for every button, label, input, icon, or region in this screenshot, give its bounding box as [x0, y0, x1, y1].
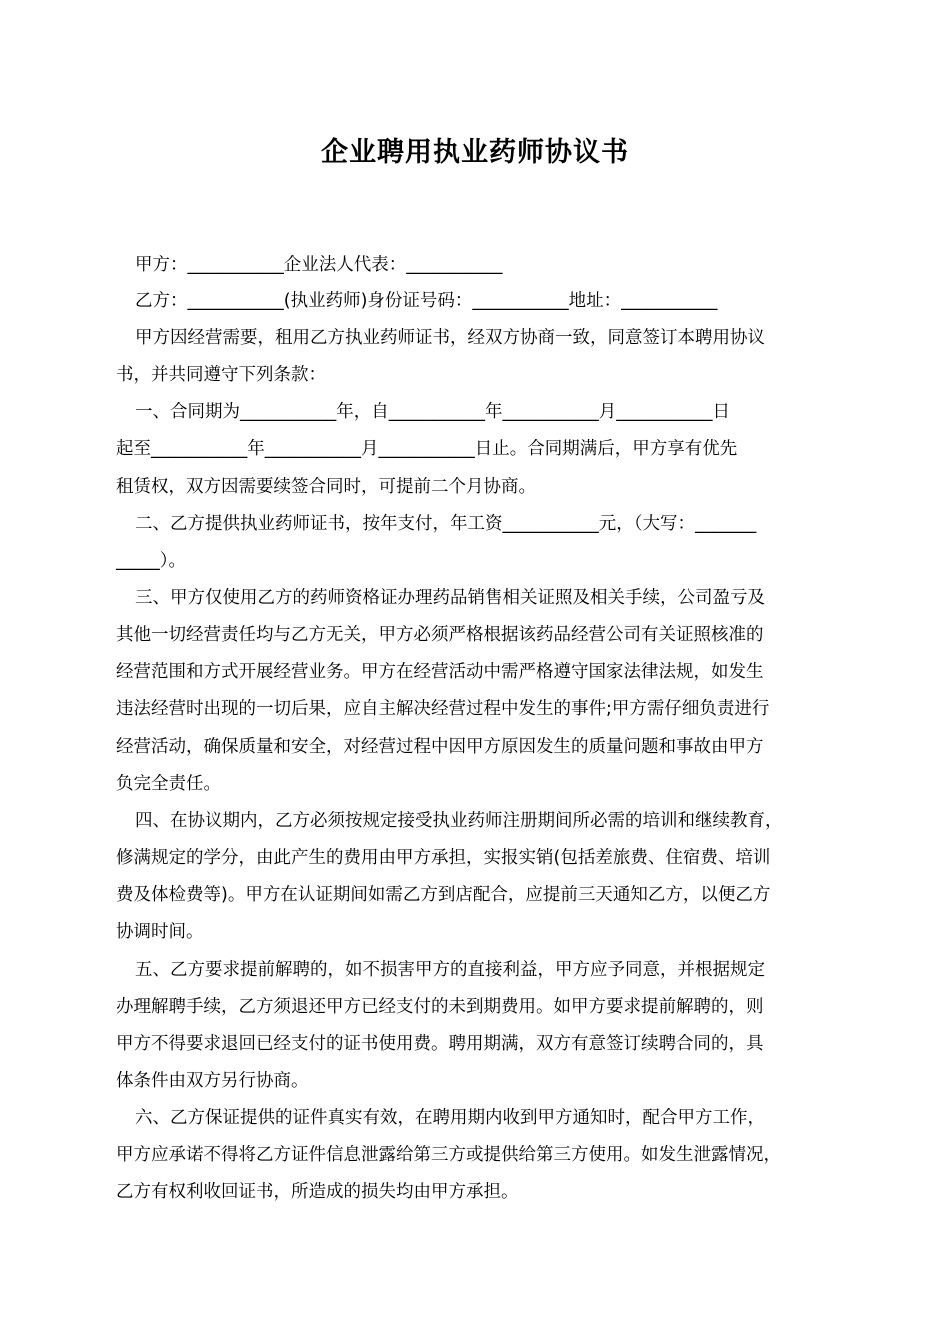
- clause-4-line-4: 协调时间。: [116, 922, 204, 942]
- clause-4-line-3: 费及体检费等)。甲方在认证期间如需乙方到店配合，应提前三天通知乙方，以便乙方: [116, 885, 771, 905]
- clause-5-line-2: 办理解聘手续，乙方须退还甲方已经支付的未到期费用。如甲方要求提前解聘的，则: [116, 997, 764, 1017]
- clause-6-line-2: 甲方应承诺不得将乙方证件信息泄露给第三方或提供给第三方使用。如发生泄露情况，: [116, 1145, 781, 1165]
- clause-6-line-1: 六、乙方保证提供的证件真实有效，在聘用期内收到甲方通知时，配合甲方工作，: [135, 1108, 765, 1128]
- document-title: 企业聘用执业药师协议书: [321, 137, 629, 168]
- clause-6-line-3: 乙方有权利收回证书，所造成的损失均由甲方承担。: [116, 1182, 519, 1202]
- clause-1-line-3: 租赁权，双方因需要续签合同时，可提前二个月协商。: [116, 477, 536, 497]
- intro-line-1: 甲方因经营需要，租用乙方执业药师证书，经双方协商一致，同意签订本聘用协议: [135, 328, 765, 348]
- clause-3-line-5: 经营活动，确保质量和安全，对经营过程中因甲方原因发生的质量问题和事故由甲方: [116, 737, 764, 757]
- clause-1-line-1: 一、合同期为___________年，自___________年___________月___________日: [135, 402, 730, 422]
- clause-3-line-4: 违法经营时出现的一切后果，应自主解决经营过程中发生的事件;甲方需仔细负责进行: [116, 699, 770, 719]
- clause-4-line-1: 四、在协议期内，乙方必须按规定接受执业药师注册期间所必需的培训和继续教育，: [135, 811, 783, 831]
- clause-3-line-3: 经营范围和方式开展经营业务。甲方在经营活动中需严格遵守国家法律法规，如发生: [116, 662, 764, 682]
- clause-2-line-2: _____）。: [116, 551, 186, 571]
- clause-5-line-1: 五、乙方要求提前解聘的，如不损害甲方的直接利益，甲方应予同意，并根据规定: [135, 960, 765, 980]
- clause-4-line-2: 修满规定的学分，由此产生的费用由甲方承担，实报实销(包括差旅费、住宿费、培训: [116, 848, 771, 868]
- clause-5-line-4: 体条件由双方另行协商。: [116, 1071, 309, 1091]
- party-b-line: 乙方：___________(执业药师)身份证号码：___________地址：___________: [135, 291, 718, 311]
- clause-3-line-2: 其他一切经营责任均与乙方无关，甲方必须严格根据该药品经营公司有关证照核准的: [116, 625, 764, 645]
- clause-3-line-6: 负完全责任。: [116, 774, 221, 794]
- clause-3-line-1: 三、甲方仅使用乙方的药师资格证办理药品销售相关证照及相关手续，公司盈亏及: [135, 588, 765, 608]
- party-a-line: 甲方：___________企业法人代表：___________: [135, 255, 503, 275]
- clause-1-line-2: 起至___________年___________月___________日止。合同期满后，甲方享有优先: [116, 439, 738, 459]
- clause-2-line-1: 二、乙方提供执业药师证书，按年支付，年工资___________元，（大写：_______: [135, 514, 757, 534]
- clause-5-line-3: 甲方不得要求退回已经支付的证书使用费。聘用期满，双方有意签订续聘合同的，具: [116, 1034, 764, 1054]
- intro-line-2: 书，并共同遵守下列条款：: [116, 365, 326, 385]
